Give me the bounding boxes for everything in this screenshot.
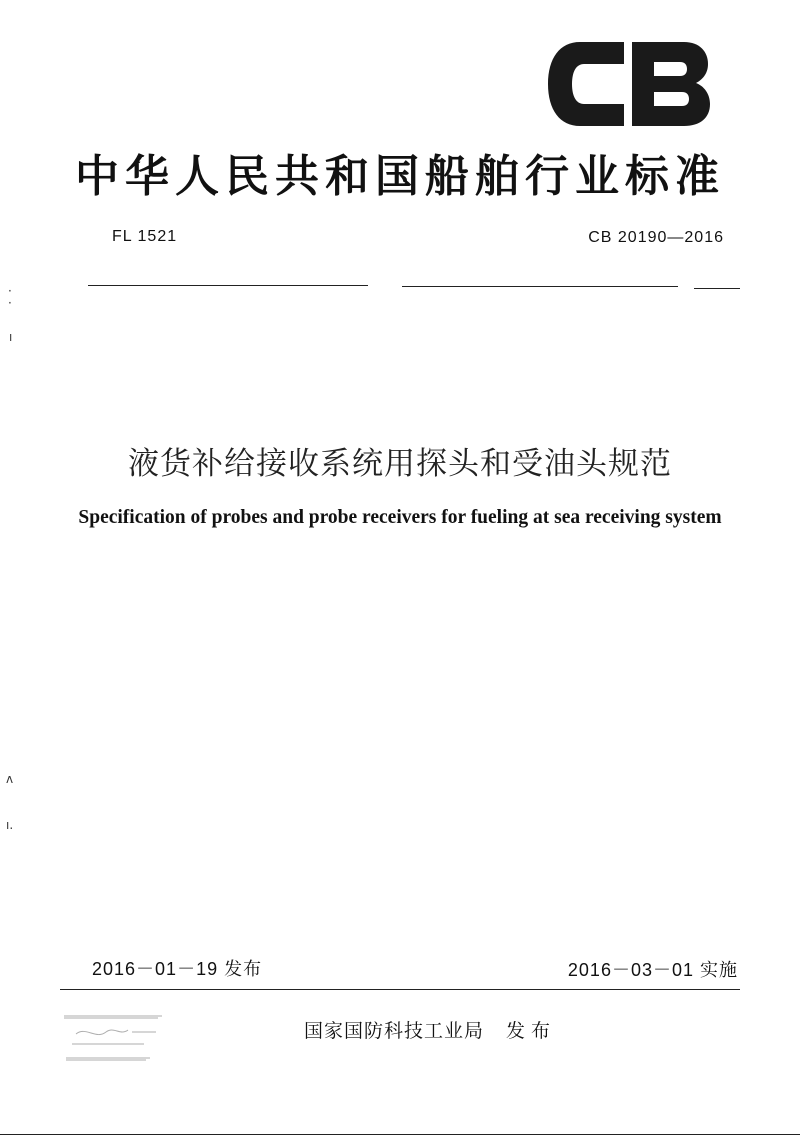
- header-rule-mid: [402, 286, 678, 287]
- scan-edge-line: [0, 1134, 800, 1135]
- standard-number: CB 20190—2016: [588, 229, 724, 246]
- classification-code: FL 1521: [112, 228, 178, 245]
- scan-mark: ı.: [6, 818, 14, 832]
- stamp-graphic: [62, 1010, 182, 1068]
- scan-mark: ·: [8, 296, 12, 310]
- header-rule: [88, 285, 368, 286]
- scan-mark: ·: [8, 284, 12, 298]
- library-stamp: [62, 1010, 182, 1068]
- cb-logo: [544, 38, 714, 130]
- scan-mark: ı: [9, 330, 13, 344]
- issuer: [304, 1016, 556, 1043]
- scan-mark: ʌ: [6, 772, 14, 786]
- document-title-english: Specification of probes and probe receivers for fueling at sea receiving system: [78, 507, 722, 528]
- standard-title: 中华人民共和国船舶行业标准: [75, 151, 725, 202]
- footer-rule: [60, 989, 740, 990]
- header-rule-end: [694, 288, 740, 289]
- issue-date: 2016－01－19 发布: [92, 959, 263, 979]
- document-title-chinese: 液货补给接收系统用探头和受油头规范: [128, 446, 672, 482]
- issuer-name: 国家国防科技工业局: [304, 1020, 485, 1042]
- implementation-date: 2016－03－01 实施: [567, 960, 738, 980]
- cb-logo-mark: [548, 42, 710, 126]
- publish-label: 发布: [506, 1020, 557, 1042]
